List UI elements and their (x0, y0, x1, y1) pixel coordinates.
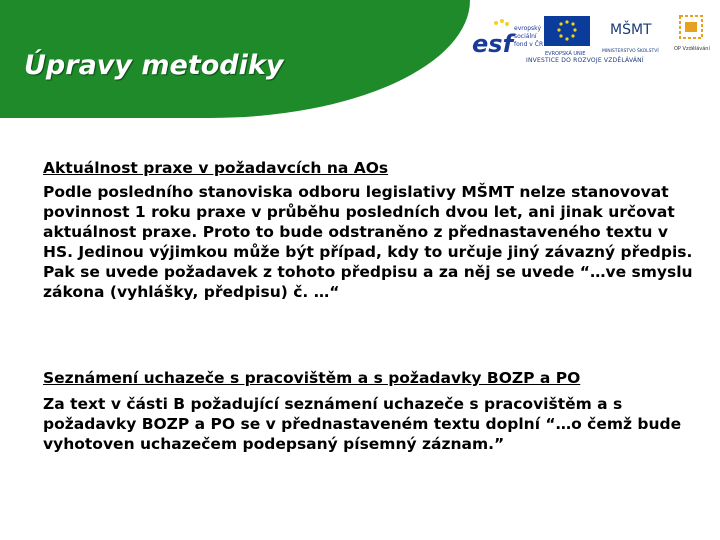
eu-flag-icon (544, 16, 590, 58)
slide-title: Úpravy metodiky (24, 50, 284, 81)
msmt-text: MŠMT (610, 22, 652, 38)
esf-text: esf (472, 30, 514, 58)
section-2 (43, 368, 683, 454)
op-caption: OP Vzdělávání (674, 46, 710, 52)
esf-caption-2: sociální (514, 33, 537, 40)
section-1 (43, 158, 693, 302)
investice-caption: INVESTICE DO ROZVOJE VZDĚLÁVÁNÍ (526, 57, 644, 64)
esf-logo-icon (470, 16, 544, 58)
section-1-heading: Aktuálnost praxe v požadavcích na AOs (43, 159, 389, 177)
section-2-body: Za text v části B požadující seznámení uchazeče s pracovištěm a s požadavky BOZP a PO se v přednastaveném textu doplní “…o čemž bude vyhotoven uchazečem podepsaný písemný záznam.” (43, 395, 682, 453)
msmt-logo-icon (602, 12, 662, 58)
esf-caption-3: fond v ČR (514, 41, 544, 48)
eu-caption: EVROPSKÁ UNIE (545, 51, 586, 57)
op-logo-icon (672, 14, 712, 60)
msmt-caption: MINISTERSTVO ŠKOLSTVÍ (602, 49, 659, 54)
section-1-body: Podle posledního stanoviska odboru legislativy MŠMT nelze stanovovat povinnost 1 roku praxe v průběhu posledních dvou let, ani jinak určovat aktuálnost praxe. Proto to bude odstraněno z přednastaveného textu v HS. Jedinou výjimkou může být případ, kdy to určuje jiný závazný předpis. Pak se uvede požadavek z tohoto předpisu a za něj se uvede “…ve smyslu zákona (vyhlášky, předpisu) č. …“ (43, 183, 693, 301)
esf-caption-1: evropský (514, 25, 541, 32)
section-2-heading: Seznámení uchazeče s pracovištěm a s požadavky BOZP a PO (43, 369, 581, 387)
